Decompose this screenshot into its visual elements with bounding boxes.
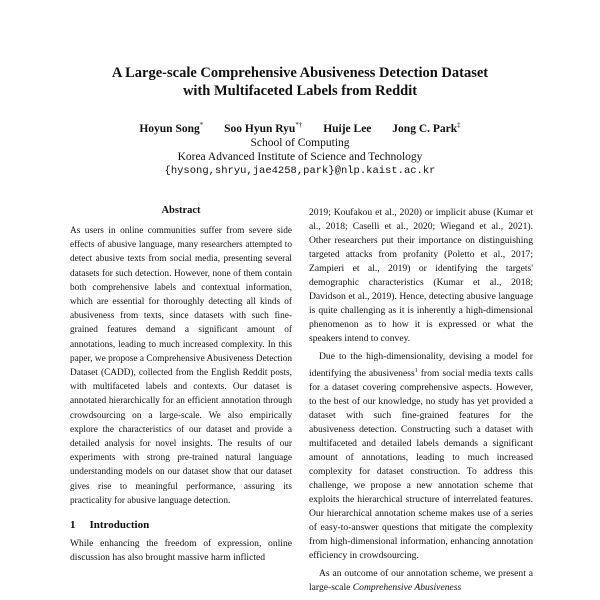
- footnote-marker[interactable]: 1: [414, 368, 418, 374]
- section-title: Introduction: [89, 519, 150, 532]
- affiliation-dept: School of Computing: [250, 136, 350, 149]
- section-heading-introduction: [70, 518, 292, 532]
- right-column: [309, 206, 533, 595]
- abstract-heading: Abstract: [161, 205, 201, 216]
- title-line-2: with Multifaceted Labels from Reddit: [182, 83, 418, 99]
- author-emails: {hysong,shryu,jae4258,park}@nlp.kaist.ac.kr: [164, 164, 436, 177]
- right-paragraph-3: As an outcome of our annotation scheme, we present a large-scale Comprehensive Abusiveness: [309, 568, 533, 594]
- title-line-1: A Large-scale Comprehensive Abusiveness Detection Dataset: [111, 65, 489, 81]
- author-1: Hoyun Song*: [139, 121, 204, 135]
- introduction-text: While enhancing the freedom of expression, online discussion has also brought massive harm inflicted: [70, 538, 292, 564]
- dataset-name-italic: Comprehensive Abusiveness: [352, 582, 462, 594]
- paper-title: [60, 64, 540, 100]
- right-paragraph-1: 2019; Koufakou et al., 2020) or implicit abuse (Kumar et al., 2018; Caselli et al., 2020; Wiegand et al., 2021). Other researchers put their importance on distinguishing targeted attacks from profanity (Poletto et al., 2017; Zampieri et al., 2019) or identifying the targets' demographic characteristics (Kumar et al., 2018; Davidson et al., 2019). Hence, detecting abusive language is quite challenging as it is inherently a high-dimensional phenomenon as to how it is expressed or what the speakers intend to convey.: [309, 207, 533, 344]
- author-block: [60, 118, 540, 178]
- author-2: Soo Hyun Ryu*†: [224, 121, 303, 135]
- affiliation-institution: Korea Advanced Institute of Science and Technology: [177, 150, 423, 163]
- left-column: [70, 204, 292, 565]
- right-paragraph-2: Due to the high-dimensionality, devising a model for identifying the abusiveness$^1$ from social media texts calls for a dataset covering comprehensive aspects. However, to the best of our knowledge, no study has yet provided a dataset with such fine-grained features for the abusiveness detection. Constructing such a dataset with multifaceted and detailed labels demands a significant amount of annotations, leading to much increased complexity for dataset construction. To address this challenge, we propose a new annotation scheme that exploits the hierarchical structure of interrelated features. Our hierarchical annotation scheme makes use of a series of easy-to-answer questions that mitigate the complexity from high-dimensional information, enhancing annotation efficiency in crowdsourcing.: [309, 351, 533, 562]
- author-3: Huije Lee: [323, 122, 372, 135]
- section-number: 1: [70, 519, 76, 532]
- author-names: [60, 118, 540, 136]
- abstract-text: As users in online communities suffer from severe side effects of abusive language, many researchers attempted to detect abusive texts from social media, presenting several datasets for such detection. However, none of them contain both comprehensive labels and contextual information, which are essential for thoroughly detecting all kinds of abusiveness from texts, since datasets with such fine-grained features demand a significant amount of annotations, leading to much increased complexity. In this paper, we propose a Comprehensive Abusiveness Detection Dataset (CADD), collected from the English Reddit posts, with multifaceted labels and contexts. Our dataset is annotated hierarchically for an efficient annotation through crowdsourcing on a large-scale. We also empirically explore the characteristics of our dataset and provide a detailed analysis for novel insights. The results of our experiments with strong pre-trained natural language understanding models on our dataset show that our dataset gives rise to meaningful performance, assuring its practicality for abusive language detection.: [70, 226, 292, 506]
- author-4: Jong C. Park‡: [392, 121, 461, 135]
